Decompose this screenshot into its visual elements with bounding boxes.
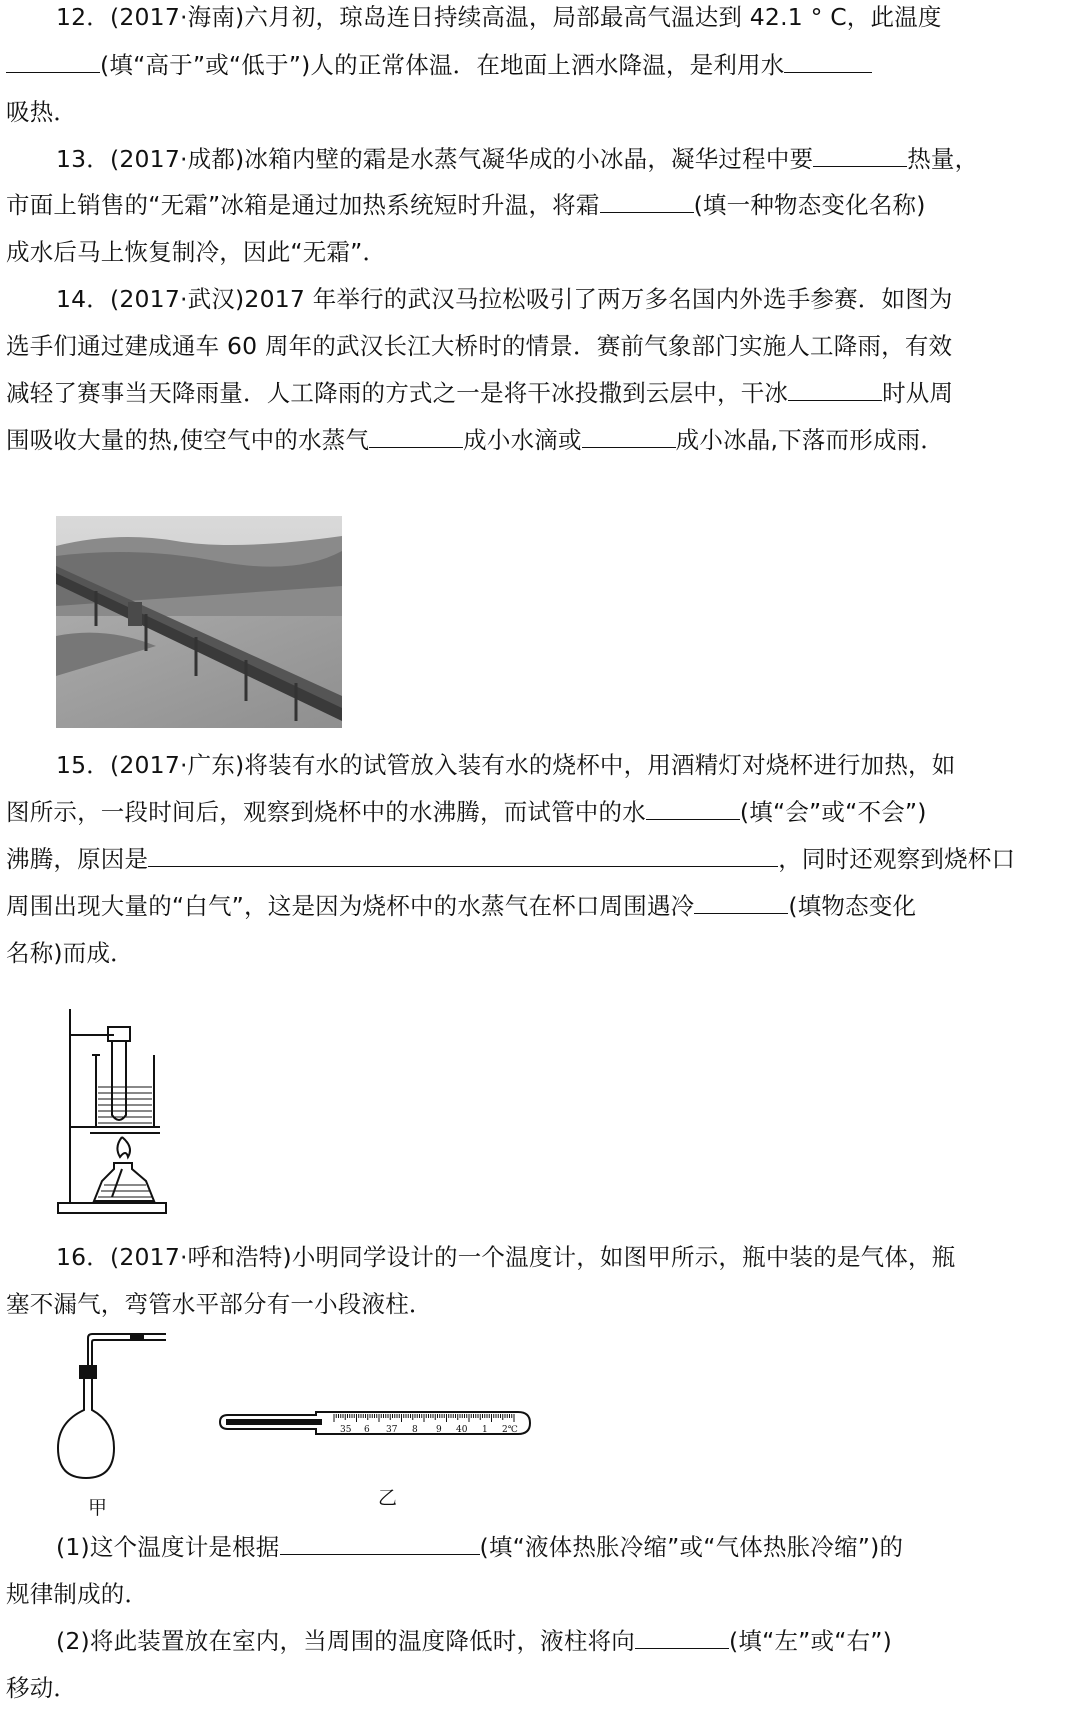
answer-blank[interactable] — [600, 190, 694, 213]
answer-blank[interactable] — [635, 1626, 729, 1649]
q15-line4: 周围出现大量的“白气”，这是因为烧杯中的水蒸气在杯口周围遇冷 (填物态变化 — [6, 892, 917, 920]
answer-blank[interactable] — [6, 50, 100, 73]
thermometer-tick-label: 2℃ — [502, 1425, 518, 1435]
answer-blank[interactable] — [694, 891, 788, 914]
answer-blank[interactable] — [784, 50, 872, 73]
answer-blank[interactable] — [582, 425, 676, 448]
thermometer-tick-label: 37 — [386, 1425, 398, 1435]
answer-blank[interactable] — [280, 1532, 480, 1555]
thermometer-tick-label: 6 — [364, 1425, 370, 1435]
q12-line1: 12．(2017·海南)六月初，琼岛连日持续高温，局部最高气温达到 42.1 ° C，此温度 — [56, 3, 942, 31]
thermometer-tick-label: 9 — [436, 1425, 442, 1435]
q14-line1: 14．(2017·武汉)2017 年举行的武汉马拉松吸引了两万多名国内外选手参赛．如图为 — [56, 285, 953, 313]
answer-blank[interactable] — [148, 844, 778, 867]
answer-blank[interactable] — [646, 797, 740, 820]
q16-line1: 16．(2017·呼和浩特)小明同学设计的一个温度计，如图甲所示，瓶中装的是气体，瓶 — [56, 1243, 956, 1271]
q16-sub2-line1: (2)将此装置放在室内，当周围的温度降低时，液柱将向 (填“左”或“右”) — [56, 1627, 893, 1655]
q14-line2: 选手们通过建成通车 60 周年的武汉长江大桥时的情景．赛前气象部门实施人工降雨，有效 — [6, 332, 953, 360]
thermometer-tick-label: 40 — [456, 1425, 468, 1435]
thermometer-tick-label: 35 — [340, 1425, 352, 1435]
q12-line3: 吸热． — [6, 98, 78, 126]
answer-blank[interactable] — [369, 425, 463, 448]
q13-line1: 13．(2017·成都)冰箱内壁的霜是水蒸气凝华成的小冰晶，凝华过程中要 热量， — [56, 145, 979, 173]
q16-line2: 塞不漏气，弯管水平部分有一小段液柱． — [6, 1290, 433, 1318]
q16-sub1-line1: (1)这个温度计是根据 (填“液体热胀冷缩”或“气体热胀冷缩”)的 — [56, 1533, 904, 1561]
thermometer-figure — [216, 1398, 534, 1440]
q16-sub2-line2: 移动． — [6, 1674, 78, 1702]
thermometer-tick-label: 8 — [412, 1425, 418, 1435]
q12-line2: (填“高于”或“低于”)人的正常体温．在地面上洒水降温，是利用水 — [6, 50, 1056, 80]
q13-line3: 成水后马上恢复制冷，因此“无霜”． — [6, 238, 387, 266]
q15-line2: 图所示，一段时间后，观察到烧杯中的水沸腾，而试管中的水 (填“会”或“不会”) — [6, 798, 927, 826]
flask-figure — [52, 1332, 168, 1482]
figure-caption-jia: 甲 — [88, 1497, 108, 1519]
thermometer-tick-label: 1 — [482, 1425, 488, 1435]
q15-line3: 沸腾，原因是 ，同时还观察到烧杯口 — [6, 845, 1016, 873]
heating-apparatus-figure — [56, 1005, 172, 1217]
q15-line5: 名称)而成． — [6, 939, 134, 967]
q14-line3: 减轻了赛事当天降雨量．人工降雨的方式之一是将干冰投撒到云层中，干冰 时从周 — [6, 379, 954, 407]
q13-line2: 市面上销售的“无霜”冰箱是通过加热系统短时升温，将霜 (填一种物态变化名称) — [6, 191, 926, 219]
q16-sub1-line2: 规律制成的． — [6, 1580, 149, 1608]
q14-line4: 围吸收大量的热,使空气中的水蒸气 成小水滴或 成小冰晶,下落而形成雨． — [6, 426, 945, 454]
bridge-photo — [56, 516, 342, 728]
answer-blank[interactable] — [788, 378, 882, 401]
figure-caption-yi: 乙 — [378, 1487, 398, 1509]
q15-line1: 15．(2017·广东)将装有水的试管放入装有水的烧杯中，用酒精灯对烧杯进行加热，如 — [56, 751, 956, 779]
answer-blank[interactable] — [813, 144, 907, 167]
